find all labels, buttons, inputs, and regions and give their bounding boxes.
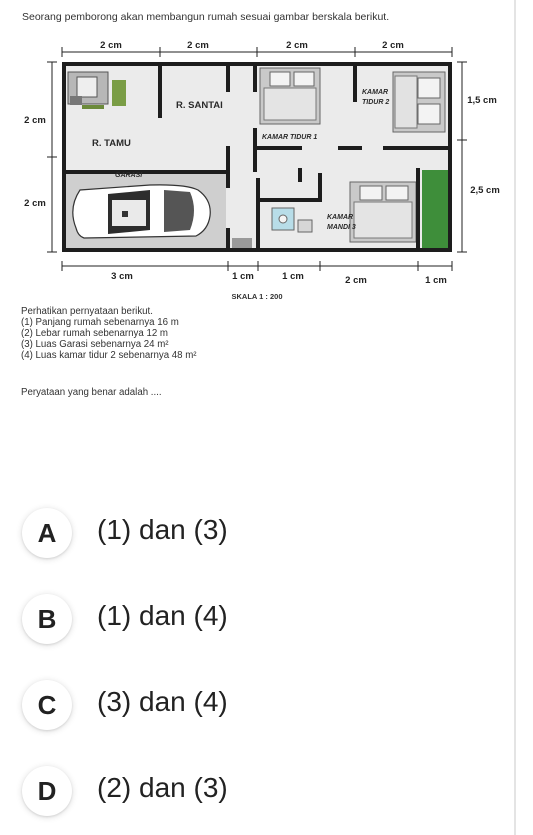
room-label-kamar-tidur-2-line1: KAMAR (362, 89, 389, 96)
statement-3: (3) Luas Garasi sebenarnya 24 m² (21, 339, 169, 351)
statement-4: (4) Luas kamar tidur 2 sebenarnya 48 m² (21, 350, 197, 362)
option-b-letter: B (22, 594, 72, 644)
dim-bottom-1: 3 cm (111, 271, 133, 282)
room-label-r-santai: R. SANTAI (176, 100, 223, 111)
question-prompt: Peryataan yang benar adalah .... (21, 387, 162, 398)
option-d-letter: D (22, 766, 72, 816)
dim-right-1: 1,5 cm (467, 95, 497, 106)
dim-bottom-3: 1 cm (282, 271, 304, 282)
dim-top-3: 2 cm (286, 40, 308, 51)
dim-left-1: 2 cm (24, 115, 46, 126)
option-c[interactable] (14, 666, 394, 736)
floor-plan-drawing (0, 30, 514, 305)
kamar-tidur-1-furniture (260, 68, 320, 124)
option-b[interactable] (14, 580, 394, 650)
room-label-r-tamu: R. TAMU (92, 138, 131, 149)
dim-right-2: 2,5 cm (470, 185, 500, 196)
dim-top-4: 2 cm (382, 40, 404, 51)
option-b-text: (1) dan (4) (97, 600, 228, 631)
room-label-kamar-tidur-1: KAMAR TIDUR 1 (262, 134, 318, 141)
room-label-garasi: GARASI (115, 172, 143, 179)
car-icon (73, 185, 210, 238)
option-d[interactable] (14, 752, 394, 822)
question-intro: Seorang pemborong akan membangun rumah sesuai gambar berskala berikut. (22, 11, 390, 23)
dim-bottom-5: 1 cm (425, 275, 447, 286)
scale-label: SKALA 1 : 200 (231, 292, 283, 301)
option-a[interactable] (14, 494, 394, 564)
option-c-text: (3) dan (4) (97, 686, 228, 717)
option-a-text: (1) dan (3) (97, 514, 228, 545)
kamar-tidur-2-furniture (393, 72, 445, 132)
room-label-kamar-mandi-line2: MANDI 3 (327, 224, 356, 231)
kamar-tidur-3-furniture (350, 182, 416, 242)
statement-list (21, 306, 197, 361)
option-a-letter: A (22, 508, 72, 558)
dim-top-2: 2 cm (187, 40, 209, 51)
room-label-kamar-mandi-line1: KAMAR (327, 214, 354, 221)
option-d-text: (2) dan (3) (97, 772, 228, 803)
page-divider (514, 0, 516, 835)
dim-top-1: 2 cm (100, 40, 122, 51)
room-label-kamar-tidur-2-line2: TIDUR 2 (362, 99, 390, 106)
dim-bottom-2: 1 cm (232, 271, 254, 282)
statement-1: (1) Panjang rumah sebenarnya 16 m (21, 317, 179, 329)
garden (422, 170, 449, 248)
statements-header: Perhatikan pernyataan berikut. (21, 306, 153, 317)
dim-bottom-4: 2 cm (345, 275, 367, 286)
statement-2: (2) Lebar rumah sebenarnya 12 m (21, 328, 169, 340)
dim-left-2: 2 cm (24, 198, 46, 209)
floor-plan (0, 30, 514, 305)
option-c-letter: C (22, 680, 72, 730)
